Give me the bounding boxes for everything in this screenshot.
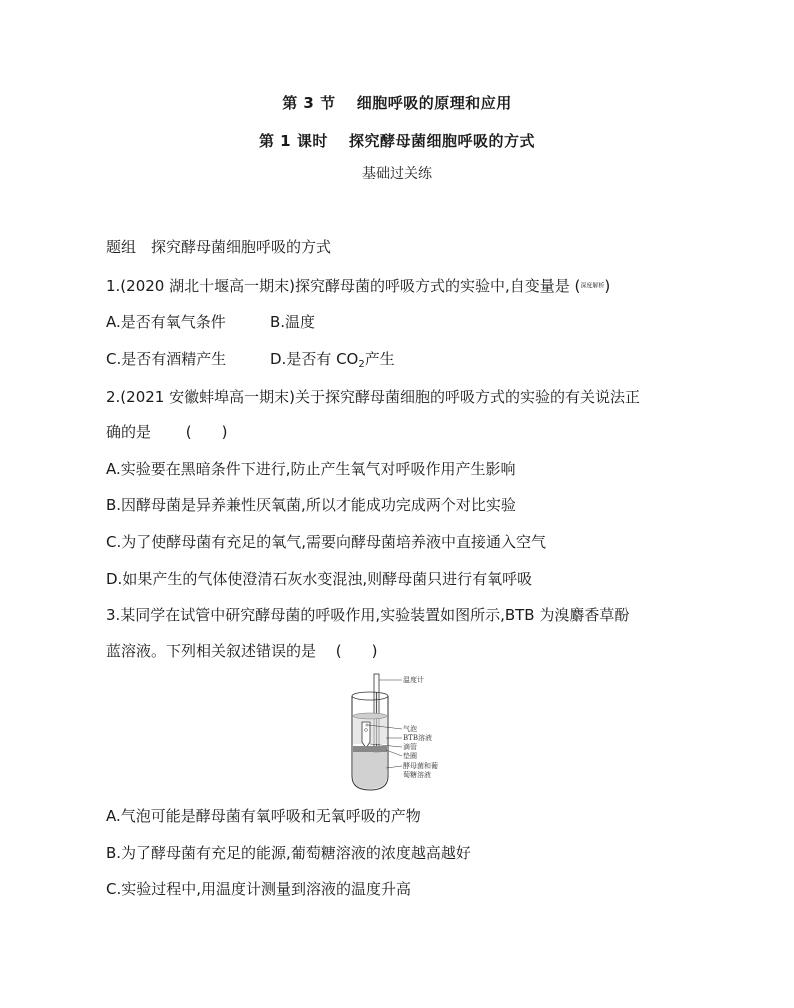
- q1-stem: [106, 276, 610, 297]
- q1-option-a: A.是否有氧气条件: [106, 313, 226, 331]
- q1-option-b: B.温度: [270, 313, 316, 331]
- label-bubble: 气泡: [403, 725, 417, 733]
- q2-stem-line1: 2.(2021 安徽蚌埠高一期末)关于探究酵母菌细胞的呼吸方式的实验的有关说法正: [106, 388, 640, 406]
- q2-option-c: C.为了使酵母菌有充足的氧气,需要向酵母菌培养液中直接通入空气: [106, 533, 547, 551]
- q2-option-a: A.实验要在黑暗条件下进行,防止产生氧气对呼吸作用产生影响: [106, 460, 516, 478]
- label-solution-1: 酵母菌和葡: [403, 762, 438, 770]
- q1-option-d: [270, 349, 395, 369]
- subtitle: 基础过关练: [362, 166, 432, 182]
- label-dropper: 滴管: [403, 743, 417, 751]
- q1-stem-text: 1.(2020 湖北十堰高一期末)探究酵母菌的呼吸方式的实验中,自变量是 (: [106, 277, 581, 295]
- q2-stem-line2: 确的是 ( ): [106, 423, 228, 441]
- label-btb: BTB溶液: [403, 734, 432, 742]
- q3-option-c: C.实验过程中,用温度计测量到溶液的温度升高: [106, 880, 412, 898]
- q3-stem-line2: 蓝溶液。下列相关叙述错误的是 ( ): [106, 642, 378, 660]
- pad-shape: [353, 746, 387, 752]
- q1-stem-close: ): [604, 277, 611, 295]
- label-pad: 垫圈: [403, 752, 417, 760]
- q1-option-d-post: 产生: [364, 350, 395, 368]
- q1-option-c: C.是否有酒精产生: [106, 350, 227, 368]
- q1-option-d-sub: 2: [358, 359, 365, 370]
- q1-option-d-pre: D.是否有 CO: [270, 350, 359, 368]
- q3-stem-line1: 3.某同学在试管中研究酵母菌的呼吸作用,实验装置如图所示,BTB 为溴麝香草酚: [106, 606, 630, 624]
- apparatus-figure: [340, 672, 470, 792]
- q3-option-a: A.气泡可能是酵母菌有氧呼吸和无氧呼吸的产物: [106, 807, 421, 825]
- q2-option-b: B.因酵母菌是异养兼性厌氧菌,所以才能成功完成两个对比实验: [106, 496, 516, 514]
- lesson-title: 第 1 课时 探究酵母菌细胞呼吸的方式: [258, 132, 536, 150]
- section-title: 第 3 节 细胞呼吸的原理和应用: [282, 94, 512, 112]
- group-title: 题组 探究酵母菌细胞呼吸的方式: [106, 238, 332, 256]
- q2-option-d: D.如果产生的气体使澄清石灰水变混浊,则酵母菌只进行有氧呼吸: [106, 570, 533, 588]
- test-tube-diagram: [340, 672, 470, 792]
- label-thermometer: 温度计: [403, 676, 424, 684]
- label-solution-2: 萄糖溶液: [403, 771, 431, 779]
- q3-option-b: B.为了酵母菌有充足的能源,葡萄糖溶液的浓度越高越好: [106, 844, 471, 862]
- q1-analysis-badge: 深度解析: [580, 282, 605, 290]
